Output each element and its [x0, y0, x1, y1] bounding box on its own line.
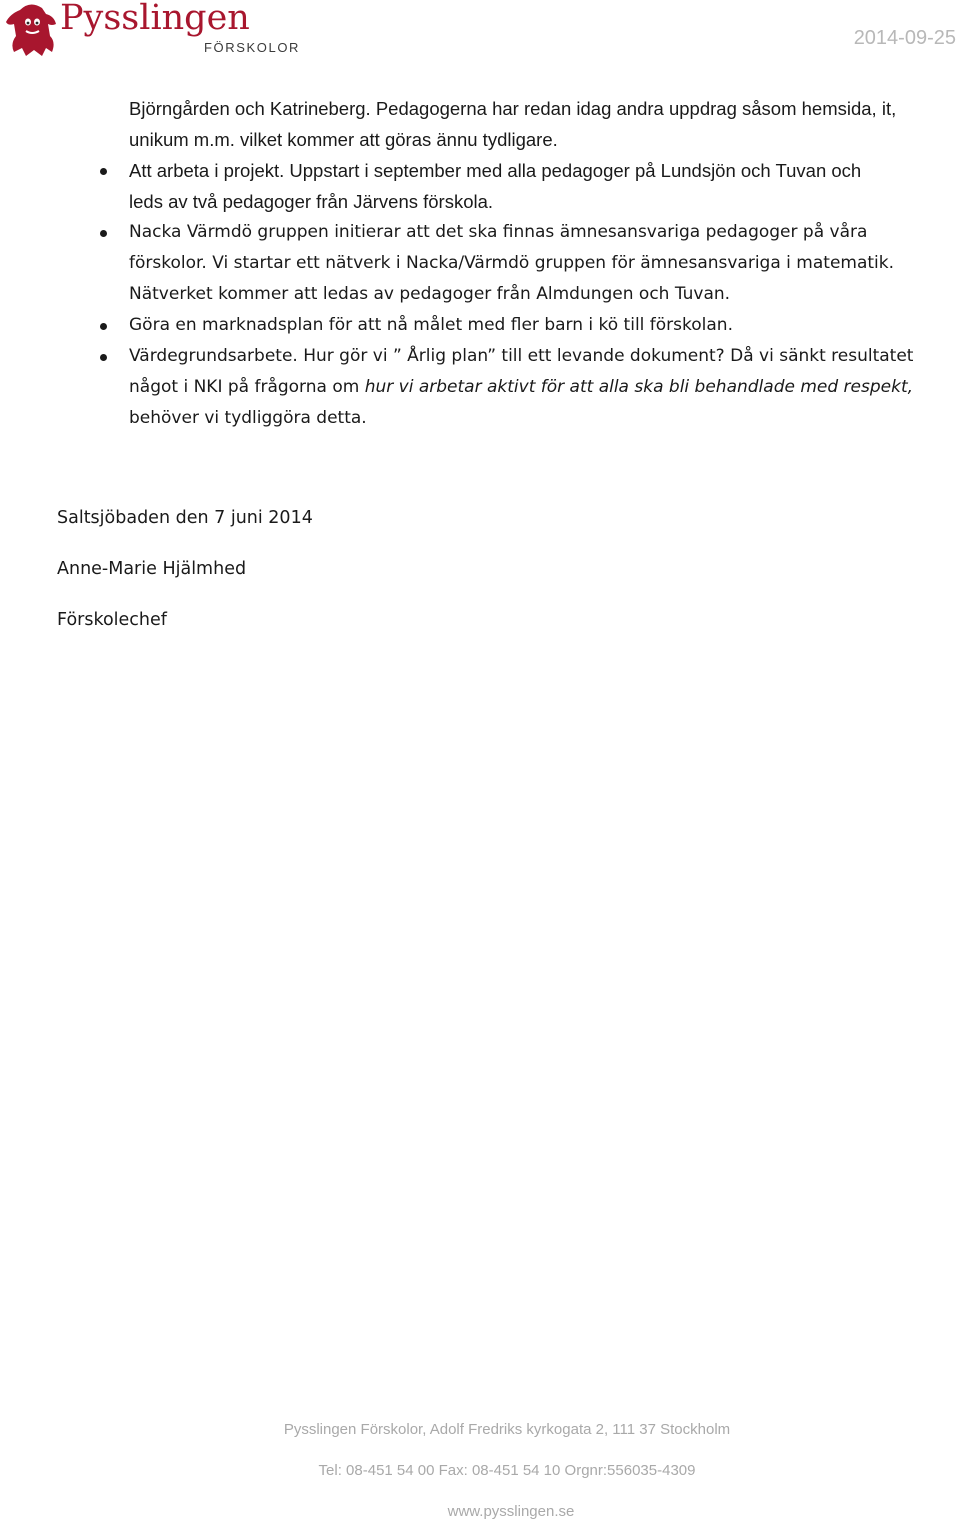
signature-block — [57, 505, 313, 658]
body-text: Björngården och Katrineberg. Pedagogerna har redan idag andra uppdrag såsom hemsida, it, — [129, 98, 897, 119]
footer-website[interactable]: www.pysslingen.se — [447, 1503, 575, 1520]
body-text: unikum m.m. vilket kommer att göras ännu tydligare. — [129, 129, 558, 150]
body-text: förskolor. Vi startar ett nätverk i Nacka/Värmdö gruppen för ämnesansvariga i matematik. — [129, 253, 895, 273]
body-line — [57, 403, 947, 434]
body-line — [57, 372, 947, 403]
body-list — [57, 93, 947, 434]
signature-title: Förskolechef — [57, 610, 167, 630]
company-logo — [6, 0, 301, 58]
body-text: leds av två pedagoger från Järvens förskola. — [129, 191, 494, 212]
body-text: något i NKI på frågorna om — [129, 377, 365, 397]
body-text: behöver vi tydliggöra detta. — [129, 408, 367, 428]
body-text: Värdegrundsarbete. Hur gör vi ” Årlig plan” till ett levande dokument? Då vi sänkt resultatet — [129, 346, 914, 366]
document-body — [57, 93, 947, 434]
footer-contact: Tel: 08-451 54 00 Fax: 08-451 54 10 Orgnr:556035-4309 — [318, 1462, 696, 1479]
body-line — [57, 124, 947, 155]
body-line — [57, 341, 947, 372]
brand-subtitle: FÖRSKOLOR — [204, 40, 301, 55]
body-line — [57, 310, 947, 341]
footer-address: Pysslingen Förskolor, Adolf Fredriks kyrkogata 2, 111 37 Stockholm — [283, 1421, 731, 1438]
body-line — [57, 248, 947, 279]
signature-place-date: Saltsjöbaden den 7 juni 2014 — [57, 508, 313, 528]
mascot-logo-icon — [6, 2, 58, 56]
body-line — [57, 155, 947, 186]
body-line — [57, 279, 947, 310]
emphasized-text: hur vi arbetar aktivt för att alla ska bli behandlade med respekt, — [364, 377, 914, 397]
document-date: 2014-09-25 — [853, 27, 956, 49]
body-line — [57, 93, 947, 124]
brand-name: Pysslingen — [60, 0, 250, 38]
body-line — [57, 186, 947, 217]
signature-name: Anne-Marie Hjälmhed — [57, 559, 247, 579]
body-text: Nacka Värmdö gruppen initierar att det ska finnas ämnesansvariga pedagoger på våra — [129, 222, 868, 242]
body-text: Nätverket kommer att ledas av pedagoger från Almdungen och Tuvan. — [129, 284, 731, 304]
body-text: Göra en marknadsplan för att nå målet med fler barn i kö till förskolan. — [129, 315, 733, 335]
body-text: Att arbeta i projekt. Uppstart i september med alla pedagoger på Lundsjön och Tuvan och — [129, 160, 862, 181]
body-line — [57, 217, 947, 248]
